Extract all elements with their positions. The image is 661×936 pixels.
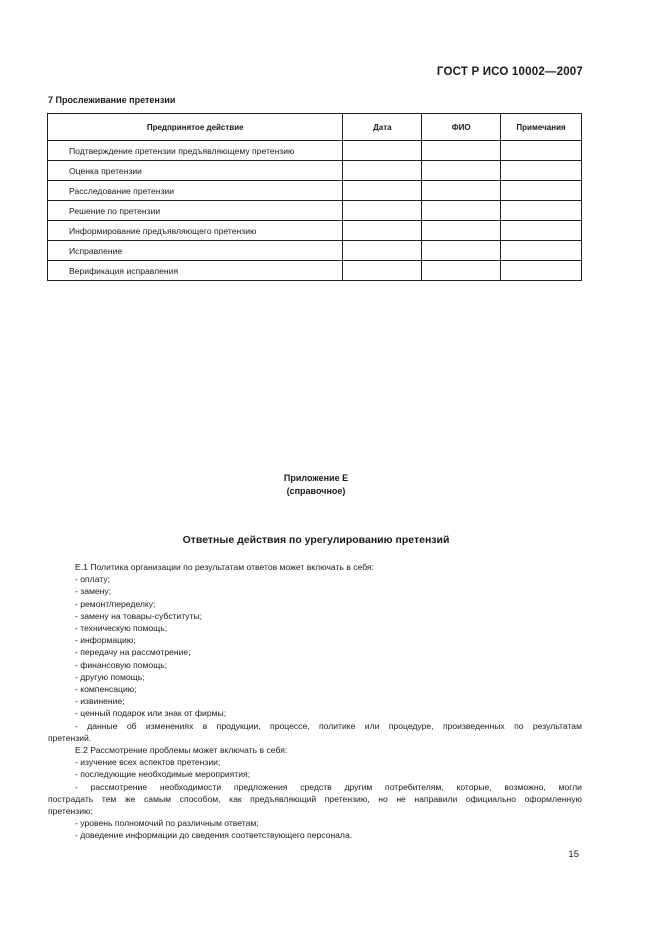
list-item-long: - рассмотрение необходимости предложения средств другим потребителям, которые, возможно, могли [75,781,582,792]
notes-cell [501,221,582,241]
list-item: - замену; [75,586,112,597]
list-item: - передачу на рассмотрение; [75,647,191,658]
list-item: - ремонт/переделку; [75,598,156,609]
name-cell [422,141,501,161]
action-cell: Оценка претензии [48,161,343,181]
name-cell [422,201,501,221]
date-cell [343,141,422,161]
action-cell: Подтверждение претензии предъявляющему претензию [48,141,343,161]
date-cell [343,261,422,281]
date-cell [343,181,422,201]
table-row [48,181,582,201]
date-cell [343,221,422,241]
action-cell: Верификация исправления [48,261,343,281]
notes-cell [501,261,582,281]
action-cell: Расследование претензии [48,181,343,201]
table-row [48,201,582,221]
action-cell: Решение по претензии [48,201,343,221]
list-item: - информацию; [75,635,136,646]
notes-cell [501,181,582,201]
notes-cell [501,201,582,221]
action-cell: Исправление [48,241,343,261]
list-item: - замену на товары-субституты; [75,610,203,621]
list-item: - другую помощь; [75,671,145,682]
table-header-row [48,114,582,141]
list-item: - доведение информации до сведения соответствующего персонала. [75,830,353,841]
column-header-notes: Примечания [501,114,582,141]
name-cell [422,261,501,281]
list-item: - ценный подарок или знак от фирмы; [75,708,227,719]
date-cell [343,241,422,261]
clause-e2-intro: Е.2 Рассмотрение проблемы может включать в себя: [75,745,288,756]
notes-cell [501,161,582,181]
list-item: - уровень полномочий по различным ответам; [75,818,259,829]
column-header-date: Дата [343,114,422,141]
appendix-type: (справочное) [286,486,346,496]
list-item: - последующие необходимые мероприятия; [75,769,251,780]
name-cell [422,161,501,181]
name-cell [422,241,501,261]
notes-cell [501,241,582,261]
table-row [48,261,582,281]
list-item-long-continuation: претензий. [48,732,92,743]
action-cell: Информирование предъявляющего претензию [48,221,343,241]
document-id: ГОСТ Р ИСО 10002—2007 [436,66,583,78]
appendix-heading: Ответные действия по урегулированию претензий [182,534,450,546]
name-cell [422,181,501,201]
table-row [48,141,582,161]
column-header-name: ФИО [422,114,501,141]
list-item: - оплату; [75,574,111,585]
table-row [48,241,582,261]
appendix-body [48,561,582,842]
list-item: - изучение всех аспектов претензии; [75,757,221,768]
notes-cell [501,141,582,161]
page-number: 15 [568,849,579,860]
table-row [48,221,582,241]
appendix-label [0,472,632,498]
list-item: - техническую помощь; [75,623,168,634]
list-item: - извинение; [75,696,125,707]
appendix-title: Приложение Е [283,473,349,483]
date-cell [343,161,422,181]
list-item: - финансовую помощь; [75,659,168,670]
list-item-long: - данные об изменениях в продукции, процессе, политике или процедуре, произведенных по результатам [75,720,582,731]
name-cell [422,221,501,241]
clause-e1-intro: Е.1 Политика организации по результатам ответов может включать в себя: [75,562,374,572]
table-row [48,161,582,181]
list-item: - компенсацию; [75,684,137,695]
section-title: 7 Прослеживание претензии [48,95,176,105]
list-item-long-continuation: пострадать тем же самым способом, как предъявляющий претензию, но не направили официально оформленную [48,793,582,804]
tracking-table [47,113,582,281]
list-item-long-continuation: претензию; [48,806,93,817]
date-cell [343,201,422,221]
column-header-action: Предпринятое действие [48,114,343,141]
